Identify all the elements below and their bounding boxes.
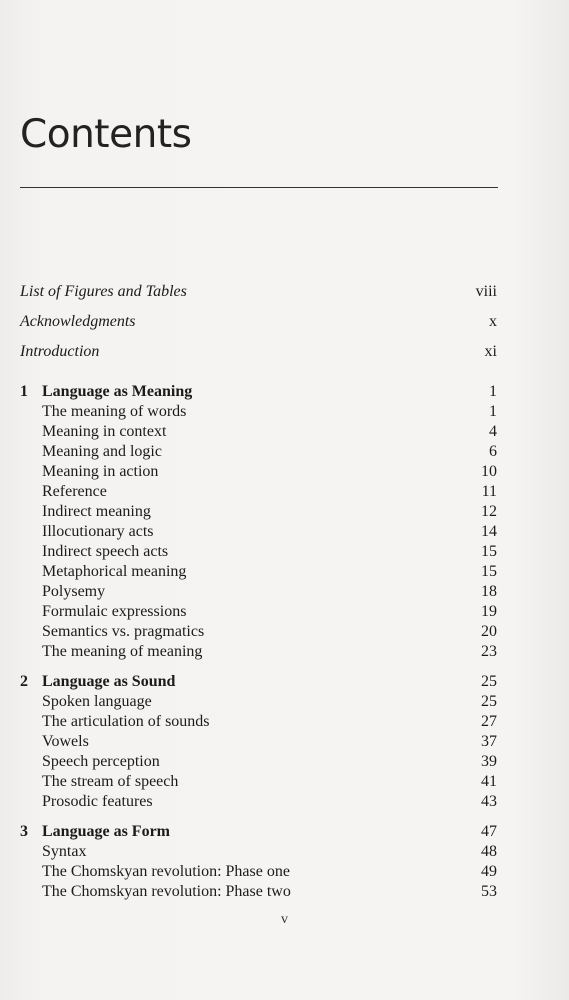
- section-page: 20: [481, 623, 497, 640]
- section-entry: [20, 862, 497, 882]
- section-page: 53: [481, 883, 497, 900]
- section-title: The articulation of sounds: [42, 713, 210, 730]
- section-page: 19: [481, 603, 497, 620]
- chapter-page: 1: [489, 383, 497, 400]
- section-entry: [20, 622, 497, 642]
- chapter-number: 1: [20, 383, 28, 400]
- chapter-entry: [20, 822, 497, 842]
- section-title: Formulaic expressions: [42, 603, 187, 620]
- front-matter-entry: [20, 282, 497, 302]
- section-page: 25: [481, 693, 497, 710]
- section-title: Polysemy: [42, 583, 106, 600]
- section-page: 15: [481, 563, 497, 580]
- section-title: Meaning in context: [42, 423, 167, 440]
- chapter-title: [20, 822, 170, 842]
- chapter-title: [20, 382, 192, 402]
- front-matter-entry: [20, 312, 497, 332]
- section-page: 41: [481, 773, 497, 790]
- section-title: The stream of speech: [42, 773, 179, 790]
- section-page: 15: [481, 543, 497, 560]
- section-entry: [20, 602, 497, 622]
- section-entry: [20, 482, 497, 502]
- chapter-entry: [20, 672, 497, 692]
- entry-title: Introduction: [20, 343, 100, 360]
- entry-title: List of Figures and Tables: [20, 283, 187, 300]
- section-entry: [20, 582, 497, 602]
- chapter-number: 2: [20, 673, 28, 690]
- section-title: The meaning of words: [42, 403, 187, 420]
- section-title: Illocutionary acts: [42, 523, 154, 540]
- section-page: 12: [481, 503, 497, 520]
- section-entry: [20, 732, 497, 752]
- chapter-entry: [20, 382, 497, 402]
- section-title: Metaphorical meaning: [42, 563, 187, 580]
- section-entry: [20, 562, 497, 582]
- section-entry: [20, 462, 497, 482]
- section-page: 37: [481, 733, 497, 750]
- chapter-title-text: Language as Form: [42, 823, 170, 840]
- section-page: 11: [481, 483, 497, 500]
- chapter-title-text: Language as Sound: [42, 673, 176, 690]
- entry-title: Acknowledgments: [20, 313, 136, 330]
- section-page: 27: [481, 713, 497, 730]
- entry-page: x: [489, 313, 497, 330]
- page-title: Contents: [20, 112, 192, 157]
- section-title: The Chomskyan revolution: Phase two: [42, 883, 291, 900]
- section-entry: [20, 842, 497, 862]
- section-entry: [20, 422, 497, 442]
- entry-page: viii: [475, 283, 497, 300]
- chapter-page: 47: [481, 823, 497, 840]
- front-matter-entry: [20, 342, 497, 362]
- section-entry: [20, 772, 497, 792]
- chapter-number: 3: [20, 823, 28, 840]
- section-entry: [20, 712, 497, 732]
- section-page: 6: [489, 443, 497, 460]
- section-title: Syntax: [42, 843, 87, 860]
- section-entry: [20, 542, 497, 562]
- section-title: Spoken language: [42, 693, 152, 710]
- chapter-title: [20, 672, 175, 692]
- section-page: 18: [481, 583, 497, 600]
- section-title: Vowels: [42, 733, 89, 750]
- section-title: Indirect meaning: [42, 503, 151, 520]
- section-title: Semantics vs. pragmatics: [42, 623, 205, 640]
- section-page: 10: [481, 463, 497, 480]
- section-entry: [20, 752, 497, 772]
- section-title: Meaning in action: [42, 463, 159, 480]
- section-entry: [20, 442, 497, 462]
- section-page: 14: [481, 523, 497, 540]
- section-title: The Chomskyan revolution: Phase one: [42, 863, 290, 880]
- chapter-page: 25: [481, 673, 497, 690]
- section-page: 1: [489, 403, 497, 420]
- section-title: Indirect speech acts: [42, 543, 169, 560]
- section-entry: [20, 882, 497, 902]
- section-title: Prosodic features: [42, 793, 153, 810]
- section-title: Speech perception: [42, 753, 160, 770]
- section-page: 43: [481, 793, 497, 810]
- section-page: 49: [481, 863, 497, 880]
- section-page: 23: [481, 643, 497, 660]
- section-entry: [20, 792, 497, 812]
- section-entry: [20, 502, 497, 522]
- section-entry: [20, 522, 497, 542]
- section-title: Reference: [42, 483, 107, 500]
- section-entry: [20, 692, 497, 712]
- section-title: Meaning and logic: [42, 443, 162, 460]
- section-entry: [20, 402, 497, 422]
- section-page: 48: [481, 843, 497, 860]
- chapter-title-text: Language as Meaning: [42, 383, 193, 400]
- page-number: v: [281, 912, 288, 927]
- section-page: 39: [481, 753, 497, 770]
- section-entry: [20, 642, 497, 662]
- entry-page: xi: [484, 343, 497, 360]
- section-page: 4: [489, 423, 497, 440]
- section-title: The meaning of meaning: [42, 643, 203, 660]
